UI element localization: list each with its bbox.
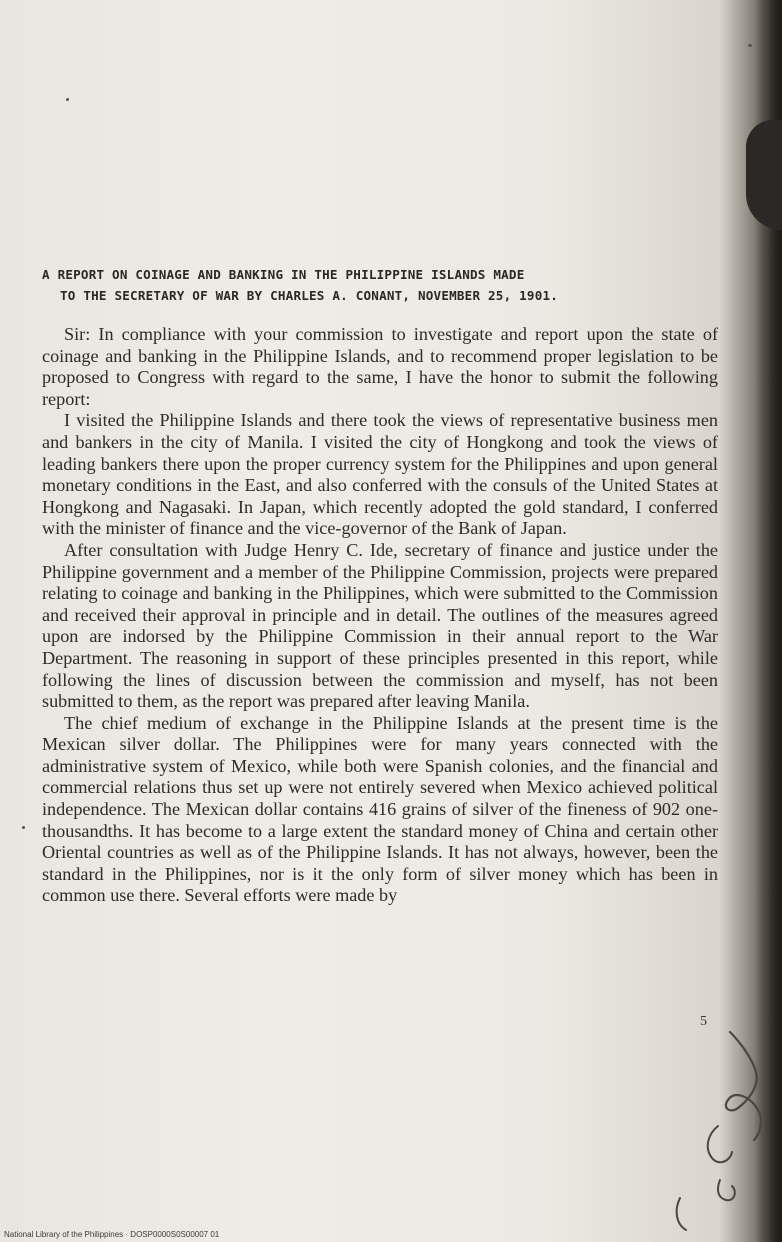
speck — [748, 44, 752, 47]
page-fold-shadow — [746, 120, 782, 230]
heading-line-2: TO THE SECRETARY OF WAR BY CHARLES A. CONANT, NOVEMBER 25, 1901. — [60, 288, 559, 303]
report-body — [42, 324, 718, 907]
handwritten-annotation — [660, 1030, 770, 1235]
paragraph-3: After consultation with Judge Henry C. Ide, secretary of finance and justice under the Philippine government and a member of the Philippine Commission, projects were prepared relating to coinage and banking in the Philippines, which were submitted to the Commission and received their approval in principle and in detail. The outlines of the measures agreed upon are indorsed by the Philippine Commission in their annual report to the War Department. The reasoning in support of these principles presented in this report, while following the lines of discussion between the commission and myself, has not been submitted to them, as the report was prepared after leaving Manila. — [42, 539, 718, 712]
speck — [66, 98, 69, 101]
library-footer-note: National Library of the Philippines · DOSP0000S0S00007 01 — [4, 1230, 220, 1239]
speck — [22, 826, 25, 829]
paragraph-1: Sir: In compliance with your commission to investigate and report upon the state of coinage and banking in the Philippine Islands, and to recommend proper legislation to be proposed to Congress with regard to the same, I have the honor to submit the following report: — [42, 324, 718, 409]
heading-line-1: A REPORT ON COINAGE AND BANKING IN THE PHILIPPINE ISLANDS MADE — [42, 267, 525, 282]
page-number: 5 — [700, 1014, 707, 1029]
paragraph-2: I visited the Philippine Islands and there took the views of representative business men and bankers in the city of Manila. I visited the city of Hongkong and took the views of leading bankers there upon the proper currency system for the Philippines and upon general monetary conditions in the East, and also conferred with the consuls of the United States at Hongkong and Nagasaki. In Japan, which recently adopted the gold standard, I conferred with the minister of finance and the vice-governor of the Bank of Japan. — [42, 410, 718, 539]
paragraph-4: The chief medium of exchange in the Philippine Islands at the present time is the Mexican silver dollar. The Philippines were for many years connected with the administrative system of Mexico, while both were Spanish colonies, and the financial and commercial relations thus set up were not entirely severed when Mexico achieved political independence. The Mexican dollar contains 416 grains of silver of the fineness of 902 one-thousandths. It has become to a large extent the standard money of China and certain other Oriental countries as well as of the Philippine Islands. It has not always, however, been the standard in the Philippines, nor is it the only form of silver money which has been in common use there. Several efforts were made by — [42, 712, 718, 906]
report-heading — [42, 264, 722, 306]
